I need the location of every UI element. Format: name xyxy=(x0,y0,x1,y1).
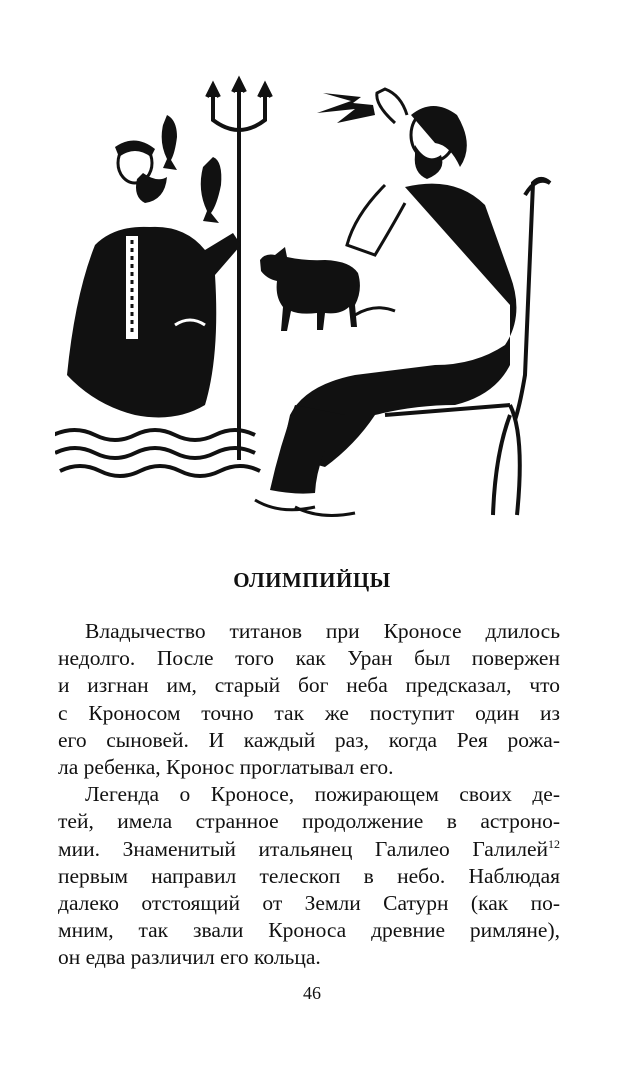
bull-icon xyxy=(260,247,360,331)
fish-icon xyxy=(162,115,222,223)
chapter-title: ОЛИМПИЙЦЫ xyxy=(233,568,391,592)
text-line: ла ребенка, Кронос проглатывал его. xyxy=(58,755,394,780)
footnote-reference[interactable]: 12 xyxy=(548,836,560,851)
poseidon-figure xyxy=(55,140,260,476)
text-line: и изгнан им, старый бог неба предсказал, что xyxy=(58,673,560,698)
text-line: тей, имела странное продолжение в астроно- xyxy=(58,809,560,834)
text-line: его сыновей. И каждый раз, когда Рея рожа- xyxy=(58,727,560,752)
body-text xyxy=(58,618,560,972)
paragraph-1 xyxy=(58,618,560,781)
text-line: далеко отстоящий от Земли Сатурн (как по- xyxy=(58,891,560,916)
text-line: Легенда о Кроносе, пожирающем своих де- xyxy=(85,782,560,807)
text-line-with-footnote xyxy=(58,836,560,863)
text-line: мним, так звали Кроноса древние римляне), xyxy=(58,918,560,943)
text-line: он едва различил его кольца. xyxy=(58,945,321,970)
text-line: Владычество титанов при Кроносе длилось xyxy=(85,619,560,643)
paragraph-2 xyxy=(58,781,560,971)
greek-gods-illustration xyxy=(55,75,565,525)
text-line: мии. Знаменитый итальянец Галилео Галилей xyxy=(58,836,548,861)
text-line: с Кроносом точно так же поступит один из xyxy=(58,700,560,725)
text-line: недолго. После того как Уран был повержен xyxy=(58,646,560,671)
page-number: 46 xyxy=(303,983,321,1003)
lightning-bolt-icon xyxy=(317,93,375,123)
text-line: первым направил телескоп в небо. Наблюдая xyxy=(58,863,560,888)
